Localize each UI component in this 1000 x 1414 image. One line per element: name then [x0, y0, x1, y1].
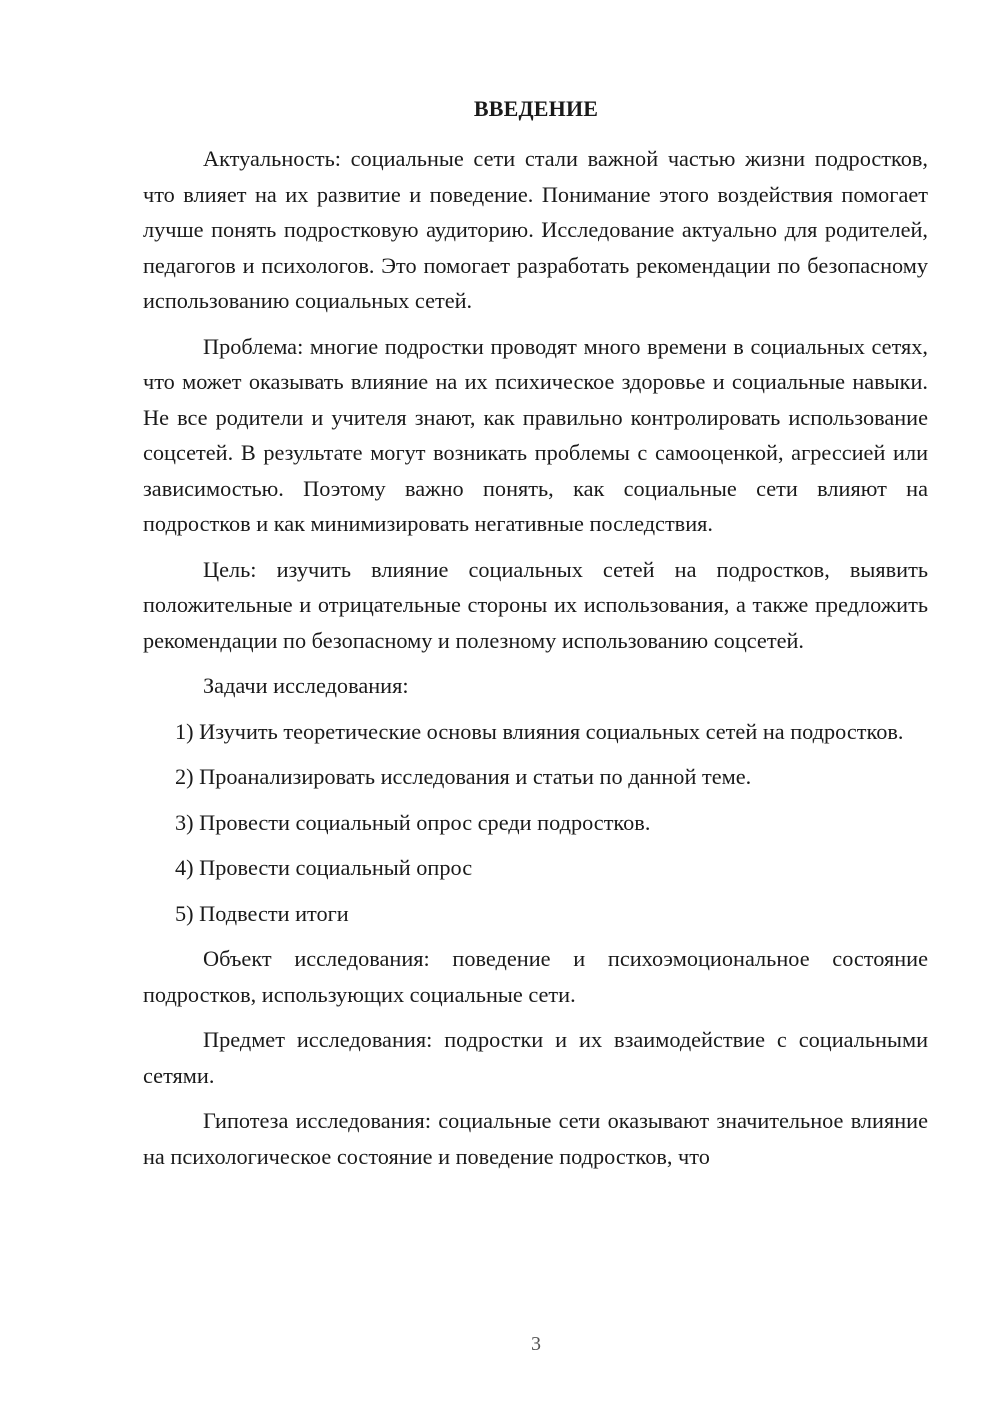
task-item-1: 1) Изучить теоретические основы влияния социальных сетей на подростков.: [175, 718, 904, 744]
tasks-heading: Задачи исследования:: [203, 673, 409, 698]
task-item-3: 3) Провести социальный опрос среди подростков.: [175, 809, 651, 835]
paragraph-subject: Предмет исследования: подростки и их взаимодействие с социальными сетями.: [143, 1027, 928, 1088]
task-item-2: 2) Проанализировать исследования и статьи по данной теме.: [175, 764, 752, 789]
page-number: 3: [531, 1333, 541, 1355]
paragraph-goal: Цель: изучить влияние социальных сетей на подростков, выявить положительные и отрицательные стороны их использования, а также предложить рекомендации по безопасному и полезному использованию соцсетей.: [143, 556, 928, 653]
paragraph-object: Объект исследования: поведение и психоэмоциональное состояние подростков, использующих социальные сети.: [143, 946, 928, 1007]
paragraph-relevance: Актуальность: социальные сети стали важной частью жизни подростков, что влияет на их развитие и поведение. Понимание этого воздействия помогает лучше понять подростковую аудиторию. Исследование актуально для родителей, педагогов и психологов. Это помогает разработать рекомендации по безопасному использованию социальных сетей.: [143, 146, 928, 313]
body-text: [143, 141, 928, 1184]
task-item-5: 5) Подвести итоги: [175, 900, 349, 926]
task-item-4: 4) Провести социальный опрос: [175, 855, 473, 880]
paragraph-problem: Проблема: многие подростки проводят много времени в социальных сетях, что может оказывать влияние на их психическое здоровье и социальные навыки. Не все родители и учителя знают, как правильно контролировать использование соцсетей. В результате могут возникать проблемы с самооценкой, агрессией или зависимостью. Поэтому важно понять, как социальные сети влияют на подростков и как минимизировать негативные последствия.: [143, 333, 928, 536]
paragraph-hypothesis: Гипотеза исследования: социальные сети оказывают значительное влияние на психологическое состояние и поведение подростков, что: [143, 1108, 928, 1169]
page-title: ВВЕДЕНИЕ: [473, 96, 599, 121]
